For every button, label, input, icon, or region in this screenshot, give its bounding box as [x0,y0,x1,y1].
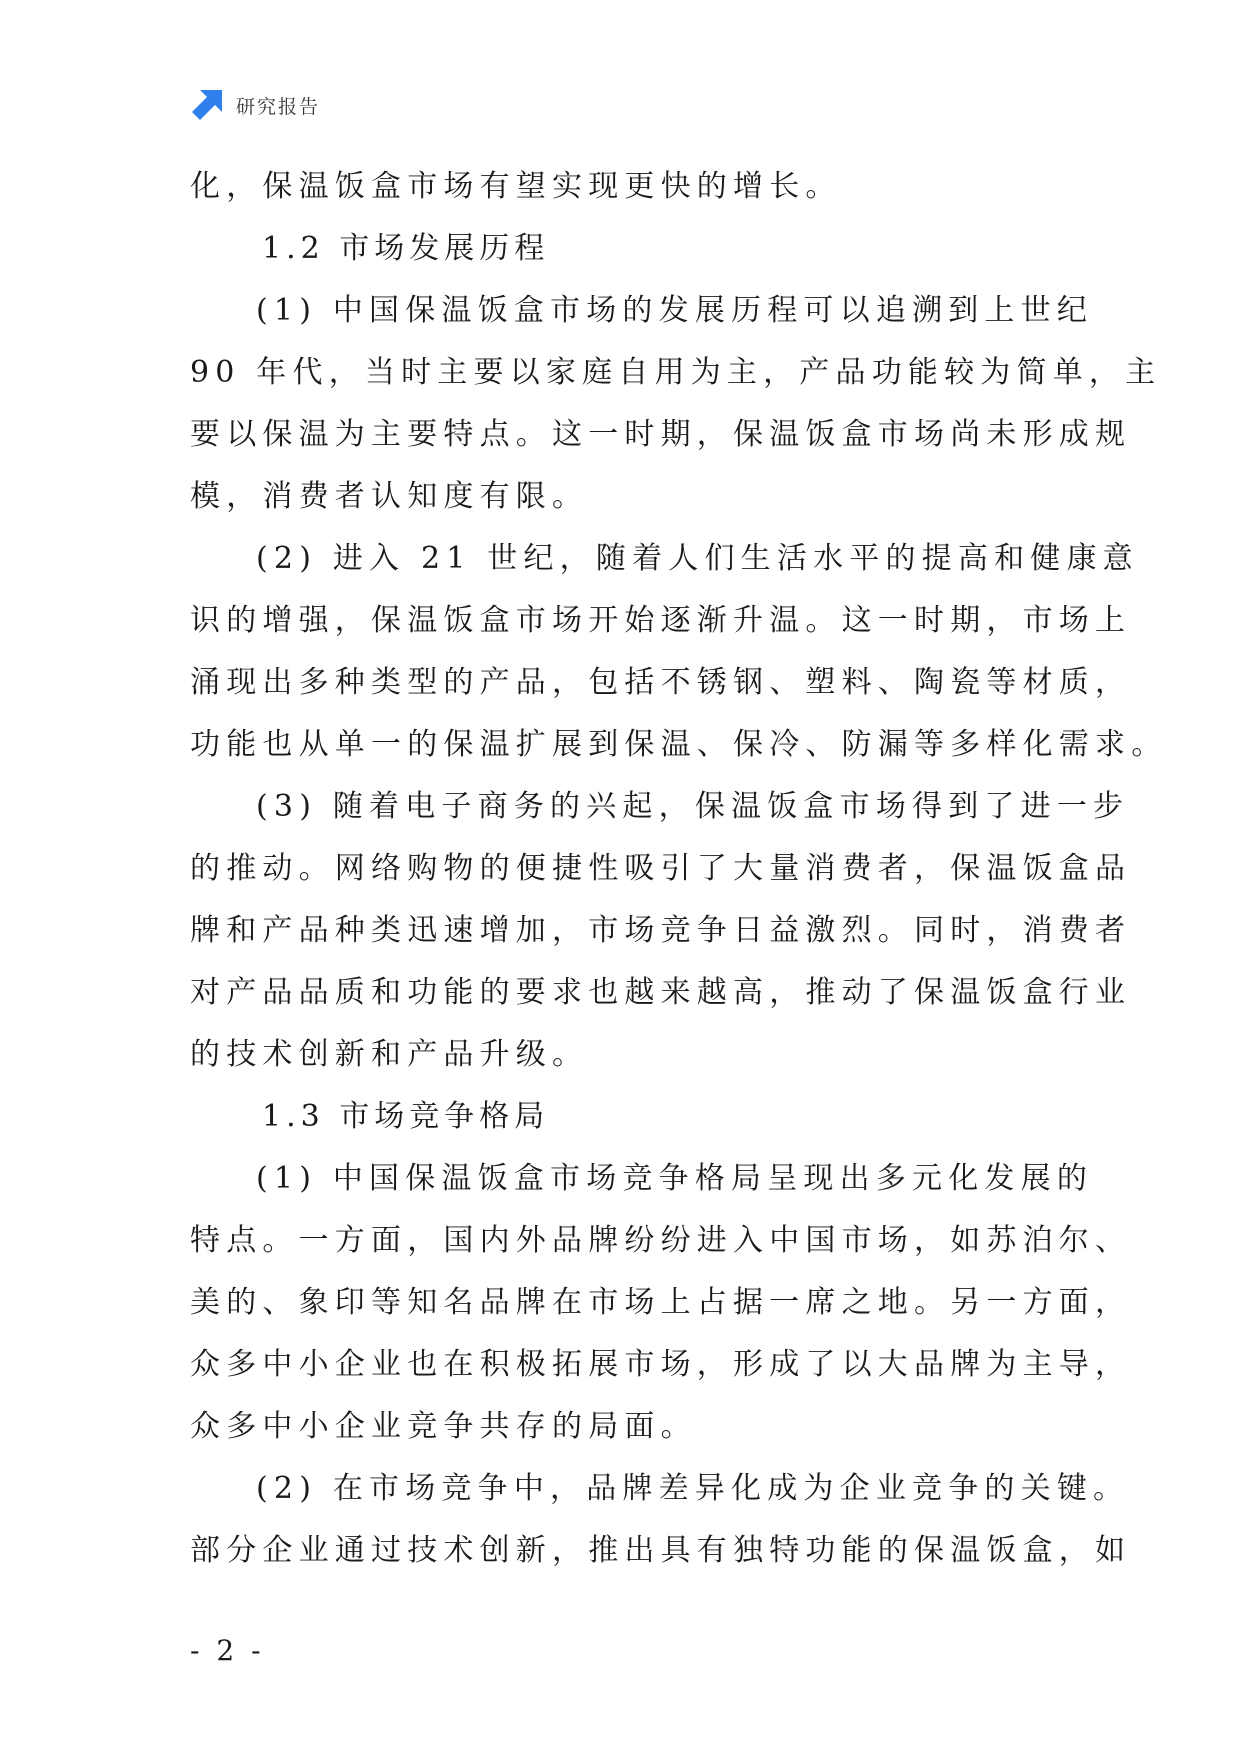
text-line: 化，保温饭盒市场有望实现更快的增长。 [190,169,842,204]
document-body [190,156,1168,1582]
page-number: - 2 - [190,1634,265,1667]
text-line: 的技术创新和产品升级。 [190,1037,589,1072]
text-line: 部分企业通过技术创新，推出具有独特功能的保温饭盒，如 [190,1533,1132,1568]
arrow-up-right-icon [190,88,224,122]
text-line: 牌和产品种类迅速增加，市场竞争日益激烈。同时，消费者 [190,913,1132,948]
text-line: 90 年代，当时主要以家庭自用为主，产品功能较为简单，主 [190,355,1162,390]
text-line: 涌现出多种类型的产品，包括不锈钢、塑料、陶瓷等材质， [190,665,1132,700]
header-brand: 研究报告 [236,95,321,118]
text-line: 美的、象印等知名品牌在市场上占据一席之地。另一方面， [190,1285,1132,1320]
text-line: (3) 随着电子商务的兴起，保温饭盒市场得到了进一步 [256,789,1130,824]
text-line: (1) 中国保温饭盒市场的发展历程可以追溯到上世纪 [256,293,1094,328]
text-line: 众多中小企业也在积极拓展市场，形成了以大品牌为主导， [190,1347,1132,1382]
text-line: 功能也从单一的保温扩展到保温、保冷、防漏等多样化需求。 [190,727,1168,762]
text-line: 的推动。网络购物的便捷性吸引了大量消费者，保温饭盒品 [190,851,1132,886]
text-line: 对产品品质和功能的要求也越来越高，推动了保温饭盒行业 [190,975,1132,1010]
text-line: 特点。一方面，国内外品牌纷纷进入中国市场，如苏泊尔、 [190,1223,1132,1258]
page-header [190,88,320,122]
section-heading: 1.3 市场竞争格局 [262,1099,550,1134]
text-line: (2) 在市场竞争中，品牌差异化成为企业竞争的关键。 [256,1471,1130,1506]
text-line: 模，消费者认知度有限。 [190,479,589,514]
section-heading: 1.2 市场发展历程 [262,231,550,266]
text-line: 众多中小企业竞争共存的局面。 [190,1409,697,1444]
text-line: 要以保温为主要特点。这一时期，保温饭盒市场尚未形成规 [190,417,1132,452]
text-line: (1) 中国保温饭盒市场竞争格局呈现出多元化发展的 [256,1161,1094,1196]
text-line: 识的增强，保温饭盒市场开始逐渐升温。这一时期，市场上 [190,603,1132,638]
text-line: (2) 进入 21 世纪，随着人们生活水平的提高和健康意 [256,541,1139,576]
